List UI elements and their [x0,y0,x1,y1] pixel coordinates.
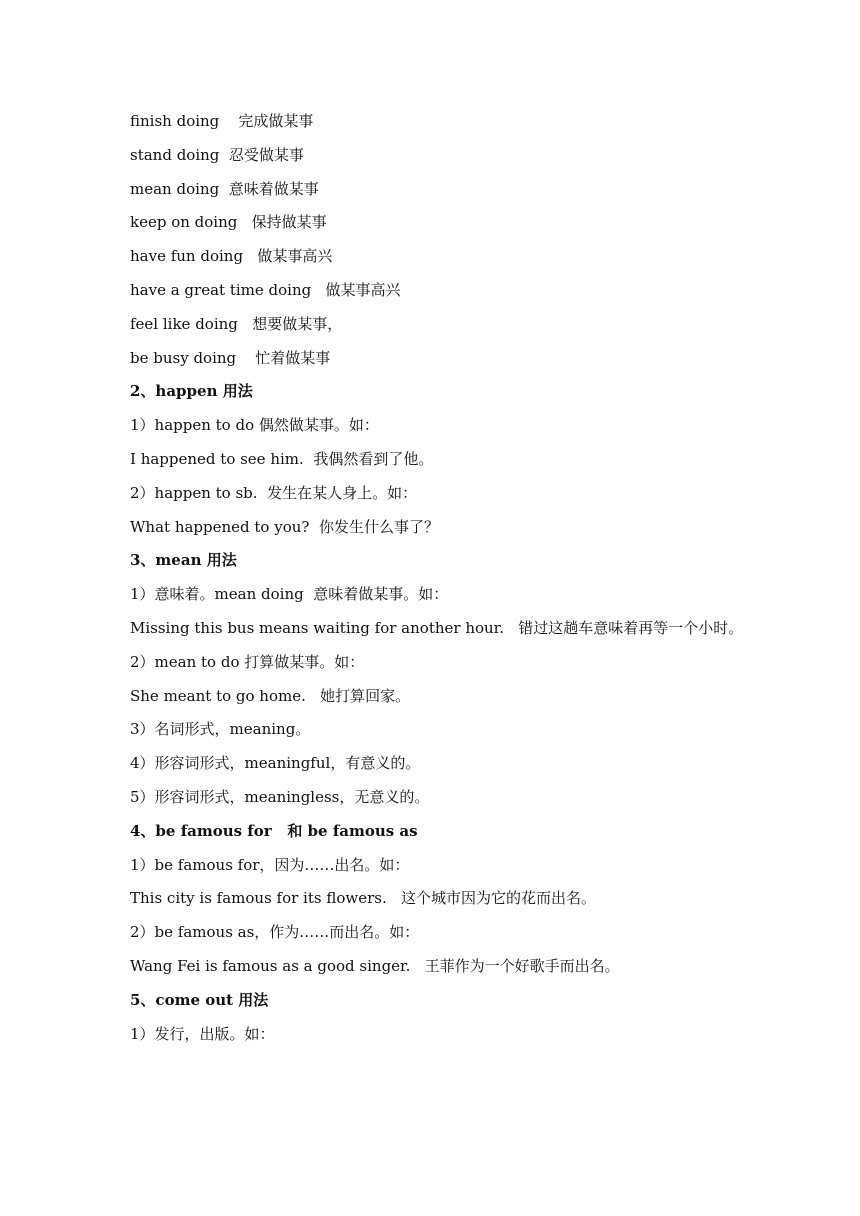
text-line: 3）名词形式，meaning。 [130,720,311,739]
text-line: be busy doing 忙着做某事 [130,348,331,367]
section-heading-mean: 3、mean 用法 [130,551,237,570]
text-line: keep on doing 保持做某事 [130,213,327,232]
text-line: 2）happen to sb. 发生在某人身上。如： [130,483,418,502]
text-line: 2）be famous as，作为……而出名。如： [130,923,420,942]
section-heading-happen: 2、happen 用法 [130,382,253,401]
text-line: 1）be famous for，因为……出名。如： [130,855,410,874]
section-heading-be-famous: 4、be famous for 和 be famous as [130,821,418,840]
text-line: stand doing 忍受做某事 [130,145,304,164]
text-line: finish doing 完成做某事 [130,112,314,130]
text-line: 5）形容词形式，meaningless，无意义的。 [130,787,430,806]
example-line: Wang Fei is famous as a good singer. 王菲作为一个好歌手而出名。 [130,956,620,975]
text-line: have a great time doing 做某事高兴 [130,280,401,299]
text-line: 1）happen to do 偶然做某事。如： [130,416,379,435]
example-line: What happened to you? 你发生什么事了？ [130,517,439,536]
text-line: feel like doing 想要做某事， [130,314,343,333]
text-line: 2）mean to do 打算做某事。如： [130,652,365,671]
example-line: I happened to see him. 我偶然看到了他。 [130,449,434,468]
text-line: 4）形容词形式，meaningful，有意义的。 [130,754,421,773]
text-line: 1）意味着。mean doing 意味着做某事。如： [130,585,449,604]
example-line: Missing this bus means waiting for another hour. 错过这趟车意味着再等一个小时。 [130,618,744,637]
example-line: This city is famous for its flowers. 这个城市因为它的花而出名。 [130,889,597,908]
text-line: 1）发行，出版。如： [130,1024,275,1043]
example-line: She meant to go home. 她打算回家。 [130,686,411,705]
text-line: mean doing 意味着做某事 [130,179,319,198]
text-line: have fun doing 做某事高兴 [130,247,333,266]
section-heading-come-out: 5、come out 用法 [130,990,269,1009]
document-body [130,105,830,1051]
